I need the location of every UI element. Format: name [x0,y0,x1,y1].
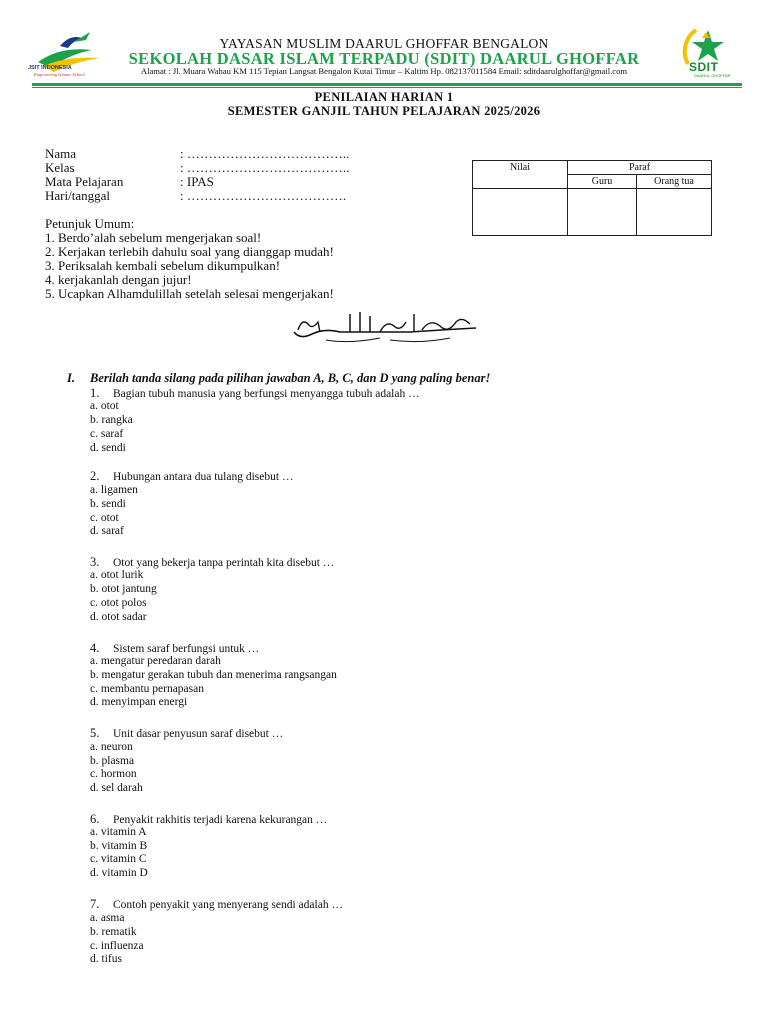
answer-option[interactable]: a. neuron [90,741,133,753]
sdit-logo-caption: SDIT [689,60,719,74]
section-text: Berilah tanda silang pada pilihan jawaban A, B, C, dan D yang paling benar! [90,371,491,385]
answer-option[interactable]: b. plasma [90,755,135,767]
section-number: I. [67,371,75,385]
question-6 [90,812,327,827]
answer-option[interactable]: c. otot [90,512,119,524]
answer-option[interactable]: d. sel darah [90,782,143,794]
question-number: 4. [90,641,100,655]
question-4 [90,641,259,656]
instruction-item: 4. kerjakanlah dengan jujur! [45,272,192,287]
answer-option[interactable]: d. sendi [90,442,126,454]
score-header-nilai: Nilai [473,161,568,189]
answer-option[interactable]: c. otot polos [90,597,147,609]
question-text: Bagian tubuh manusia yang berfungsi menyangga tubuh adalah … [113,388,420,400]
sdit-logo-tagline: DAARUL GHOFFAR [694,73,731,78]
instruction-item: 3. Periksalah kembali sebelum dikumpulkan! [45,258,281,273]
answer-option[interactable]: a. otot lurik [90,569,144,581]
answer-option[interactable]: d. vitamin D [90,867,148,879]
answer-option[interactable]: d. saraf [90,525,124,537]
answer-option[interactable]: b. rangka [90,414,133,426]
answer-option[interactable]: a. ligamen [90,484,138,496]
answer-option[interactable]: b. vitamin B [90,840,148,852]
answer-option[interactable]: a. vitamin A [90,826,147,838]
question-text: Otot yang bekerja tanpa perintah kita disebut … [113,557,335,569]
exam-subtitle: SEMESTER GANJIL TAHUN PELAJARAN 2025/2026 [227,104,541,118]
score-header-orang-tua: Orang tua [637,175,712,189]
identity-label: Hari/tanggal [45,188,110,203]
identity-label: Kelas [45,160,75,175]
question-number: 6. [90,812,100,826]
answer-option[interactable]: b. otot jantung [90,583,157,595]
identity-value: : ………………………………. [180,188,347,203]
answer-option[interactable]: a. asma [90,912,125,924]
header-divider-thin [32,87,742,88]
score-header-guru: Guru [568,175,637,189]
question-number: 1. [90,386,100,400]
score-cell-nilai[interactable] [473,189,568,236]
basmalah-calligraphy-icon [290,310,480,344]
identity-value: : ……………………………….. [180,160,350,175]
question-1 [90,386,420,401]
score-cell-guru[interactable] [568,189,637,236]
identity-label: Mata Pelajaran [45,174,124,189]
school-address: Alamat : Jl. Muara Wahau KM 115 Tepian Langsat Bengalon Kutai Timur – Kaltim Hp. 082137011584 Email: sditdaarulghoffar@gmail.com [140,66,628,76]
score-cell-orang-tua[interactable] [637,189,712,236]
question-number: 2. [90,469,100,483]
exam-title: PENILAIAN HARIAN 1 [314,90,454,104]
jsit-logo-caption: JSIT INDONESIA [28,65,72,71]
question-5 [90,726,283,741]
instruction-item: 1. Berdo’alah sebelum mengerjakan soal! [45,230,262,245]
answer-option[interactable]: d. tifus [90,953,122,965]
school-name: SEKOLAH DASAR ISLAM TERPADU (SDIT) DAARUL GHOFFAR [128,49,640,68]
foundation-name: YAYASAN MUSLIM DAARUL GHOFFAR BENGALON [219,36,549,51]
question-text: Penyakit rakhitis terjadi karena kekurangan … [113,814,328,826]
question-3 [90,555,334,570]
question-2 [90,469,293,484]
instruction-item: 5. Ucapkan Alhamdulillah setelah selesai mengerjakan! [45,286,334,301]
section-instruction [67,371,490,386]
jsit-logo-tagline: Empowering Islamic School [34,72,85,77]
question-number: 3. [90,555,100,569]
answer-option[interactable]: a. mengatur peredaran darah [90,655,221,667]
answer-option[interactable]: c. saraf [90,428,124,440]
identity-label: Nama [45,146,77,161]
instructions-heading: Petunjuk Umum: [45,216,135,231]
question-7 [90,897,343,912]
answer-option[interactable]: a. otot [90,400,119,412]
answer-option[interactable]: d. otot sadar [90,611,147,623]
score-table [472,160,712,236]
header-divider [32,83,742,86]
answer-option[interactable]: b. rematik [90,926,137,938]
instruction-item: 2. Kerjakan terlebih dahulu soal yang dianggap mudah! [45,244,334,259]
question-text: Contoh penyakit yang menyerang sendi adalah … [113,899,343,911]
score-header-paraf: Paraf [568,161,712,175]
answer-option[interactable]: c. hormon [90,768,137,780]
question-number: 7. [90,897,100,911]
question-text: Sistem saraf berfungsi untuk … [113,643,260,655]
question-text: Unit dasar penyusun saraf disebut … [113,728,284,740]
answer-option[interactable]: b. mengatur gerakan tubuh dan menerima rangsangan [90,669,337,681]
identity-value: : IPAS [180,174,214,189]
answer-option[interactable]: c. membantu pernapasan [90,683,204,695]
identity-value: : ……………………………….. [180,146,350,161]
answer-option[interactable]: b. sendi [90,498,126,510]
answer-option[interactable]: c. vitamin C [90,853,147,865]
question-text: Hubungan antara dua tulang disebut … [113,471,294,483]
question-number: 5. [90,726,100,740]
answer-option[interactable]: d. menyimpan energi [90,696,188,708]
answer-option[interactable]: c. influenza [90,940,144,952]
